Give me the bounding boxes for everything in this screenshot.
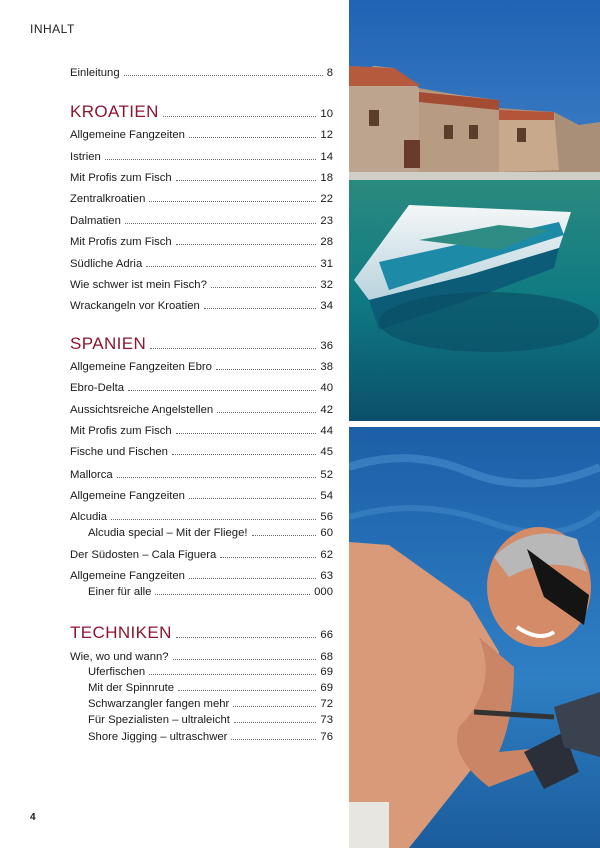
toc-entry[interactable] — [70, 526, 333, 540]
leader-dots — [204, 299, 317, 309]
toc-entry[interactable] — [70, 585, 333, 599]
toc-entry-title: Zentralkroatien — [70, 193, 146, 205]
toc-entry-page: 28 — [320, 236, 333, 248]
toc-entry-page: 34 — [320, 300, 333, 312]
leader-dots — [155, 585, 310, 595]
leader-dots — [105, 150, 317, 160]
toc-entry-page: 68 — [320, 651, 333, 663]
leader-dots — [125, 214, 317, 224]
page-number: 4 — [30, 812, 36, 823]
toc-entry-title: Allgemeine Fangzeiten — [70, 129, 185, 141]
toc-entry[interactable] — [70, 278, 333, 292]
toc-entry-page: 8 — [326, 67, 333, 79]
harbor-photo — [349, 0, 600, 421]
toc-entry-page: 12 — [320, 129, 333, 141]
toc-entry[interactable] — [70, 171, 333, 185]
toc-entry-page: 56 — [320, 511, 333, 523]
leader-dots — [176, 424, 317, 434]
leader-dots — [117, 468, 317, 478]
toc-entry[interactable] — [70, 665, 333, 679]
toc-entry-page: 38 — [320, 361, 333, 373]
toc-entry-title: Mit der Spinnrute — [88, 682, 175, 694]
toc-entry-title: Aussichtsreiche Angelstellen — [70, 404, 214, 416]
toc-entry[interactable] — [70, 214, 333, 228]
leader-dots — [211, 278, 317, 288]
leader-dots — [163, 104, 317, 117]
leader-dots — [178, 681, 316, 691]
toc-entry-title: Wie, wo und wann? — [70, 651, 169, 663]
toc-entry-title: Mit Profis zum Fisch — [70, 236, 172, 248]
toc-section-heading[interactable] — [70, 625, 333, 642]
toc-entry-page: 40 — [320, 382, 333, 394]
toc-entry-title: Mit Profis zum Fisch — [70, 172, 172, 184]
toc-entry-title: Alcudia special – Mit der Fliege! — [88, 527, 248, 539]
leader-dots — [173, 650, 317, 660]
leader-dots — [216, 360, 316, 370]
leader-dots — [189, 569, 317, 579]
toc-entry-page: 66 — [320, 629, 333, 641]
toc-entry-title: Alcudia — [70, 511, 108, 523]
toc-entry-title: Für Spezialisten – ultraleicht — [88, 714, 230, 726]
leader-dots — [176, 625, 317, 638]
leader-dots — [252, 526, 317, 536]
leader-dots — [217, 403, 316, 413]
toc-entry-page: 23 — [320, 215, 333, 227]
toc-entry[interactable] — [70, 150, 333, 164]
toc-entry-page: 63 — [320, 570, 333, 582]
toc-entry[interactable] — [70, 510, 333, 524]
fisherman-photo — [349, 427, 600, 848]
toc-entry-title: Ebro-Delta — [70, 382, 124, 394]
toc-entry[interactable] — [70, 548, 333, 562]
toc-entry-title: Mit Profis zum Fisch — [70, 425, 172, 437]
toc-entry-page: 14 — [320, 151, 333, 163]
toc-entry[interactable] — [70, 650, 333, 664]
toc-section-heading[interactable] — [70, 104, 333, 121]
toc-entry-page: 44 — [320, 425, 333, 437]
leader-dots — [128, 381, 316, 391]
toc-entry-title: SPANIEN — [70, 334, 147, 353]
toc-entry-page: 69 — [320, 682, 333, 694]
toc-entry[interactable] — [70, 730, 333, 744]
toc-entry[interactable] — [70, 468, 333, 482]
toc-entry-title: Allgemeine Fangzeiten Ebro — [70, 361, 212, 373]
toc-entry-title: Einleitung — [70, 67, 120, 79]
leader-dots — [234, 713, 317, 723]
toc-entry-page: 31 — [320, 258, 333, 270]
leader-dots — [233, 697, 316, 707]
toc-entry-title: Einer für alle — [88, 586, 152, 598]
toc-entry-title: Shore Jigging – ultraschwer — [88, 731, 228, 743]
toc-entry-title: TECHNIKEN — [70, 623, 172, 642]
toc-entry[interactable] — [70, 299, 333, 313]
leader-dots — [189, 489, 317, 499]
toc-entry-page: 10 — [320, 108, 333, 120]
toc-entry-page: 76 — [320, 731, 333, 743]
toc-entry[interactable] — [70, 66, 333, 80]
toc-entry-title: Dalmatien — [70, 215, 121, 227]
toc-entry-page: 69 — [320, 666, 333, 678]
toc-entry-page: 42 — [320, 404, 333, 416]
toc-entry-title: Der Südosten – Cala Figuera — [70, 549, 217, 561]
toc-entry[interactable] — [70, 489, 333, 503]
toc-entry-title: Allgemeine Fangzeiten — [70, 570, 185, 582]
toc-entry[interactable] — [70, 697, 333, 711]
leader-dots — [124, 66, 323, 76]
leader-dots — [149, 665, 316, 675]
toc-entry-title: Fische und Fischen — [70, 446, 168, 458]
toc-entry[interactable] — [70, 128, 333, 142]
toc-entry[interactable] — [70, 360, 333, 374]
toc-entry-title: Schwarzangler fangen mehr — [88, 698, 230, 710]
toc-entry-title: Wrackangeln vor Kroatien — [70, 300, 200, 312]
toc-entry-title: Uferfischen — [88, 666, 146, 678]
toc-entry-page: 000 — [314, 586, 333, 598]
toc-entry-page: 52 — [320, 469, 333, 481]
leader-dots — [231, 730, 316, 740]
toc-entry[interactable] — [70, 403, 333, 417]
toc-entry-page: 32 — [320, 279, 333, 291]
leader-dots — [150, 336, 316, 349]
toc-entry-page: 60 — [320, 527, 333, 539]
toc-entry[interactable] — [70, 569, 333, 583]
leader-dots — [176, 235, 317, 245]
toc-entry[interactable] — [70, 381, 333, 395]
toc-entry[interactable] — [70, 235, 333, 249]
toc-entry-title: Südliche Adria — [70, 258, 143, 270]
leader-dots — [189, 128, 317, 138]
toc-entry-page: 18 — [320, 172, 333, 184]
toc-entry[interactable] — [70, 257, 333, 271]
toc-entry[interactable] — [70, 445, 333, 459]
toc-entry-title: KROATIEN — [70, 102, 159, 121]
toc-section-heading[interactable] — [70, 336, 333, 353]
toc-entry-page: 36 — [320, 340, 333, 352]
toc-entry-title: Mallorca — [70, 469, 113, 481]
toc-entry-page: 73 — [320, 714, 333, 726]
leader-dots — [172, 445, 316, 455]
toc-entry-title: Istrien — [70, 151, 101, 163]
leader-dots — [220, 548, 316, 558]
section-header: INHALT — [30, 22, 75, 36]
leader-dots — [111, 510, 316, 520]
toc-entry[interactable] — [70, 192, 333, 206]
toc-entry-title: Allgemeine Fangzeiten — [70, 490, 185, 502]
toc-entry[interactable] — [70, 681, 333, 695]
leader-dots — [149, 192, 316, 202]
toc-entry-page: 22 — [320, 193, 333, 205]
leader-dots — [176, 171, 317, 181]
toc-entry-page: 62 — [320, 549, 333, 561]
leader-dots — [146, 257, 316, 267]
toc-entry[interactable] — [70, 713, 333, 727]
toc-entry-page: 54 — [320, 490, 333, 502]
toc-entry-title: Wie schwer ist mein Fisch? — [70, 279, 207, 291]
toc-entry-page: 72 — [320, 698, 333, 710]
toc-entry-page: 45 — [320, 446, 333, 458]
toc-entry[interactable] — [70, 424, 333, 438]
